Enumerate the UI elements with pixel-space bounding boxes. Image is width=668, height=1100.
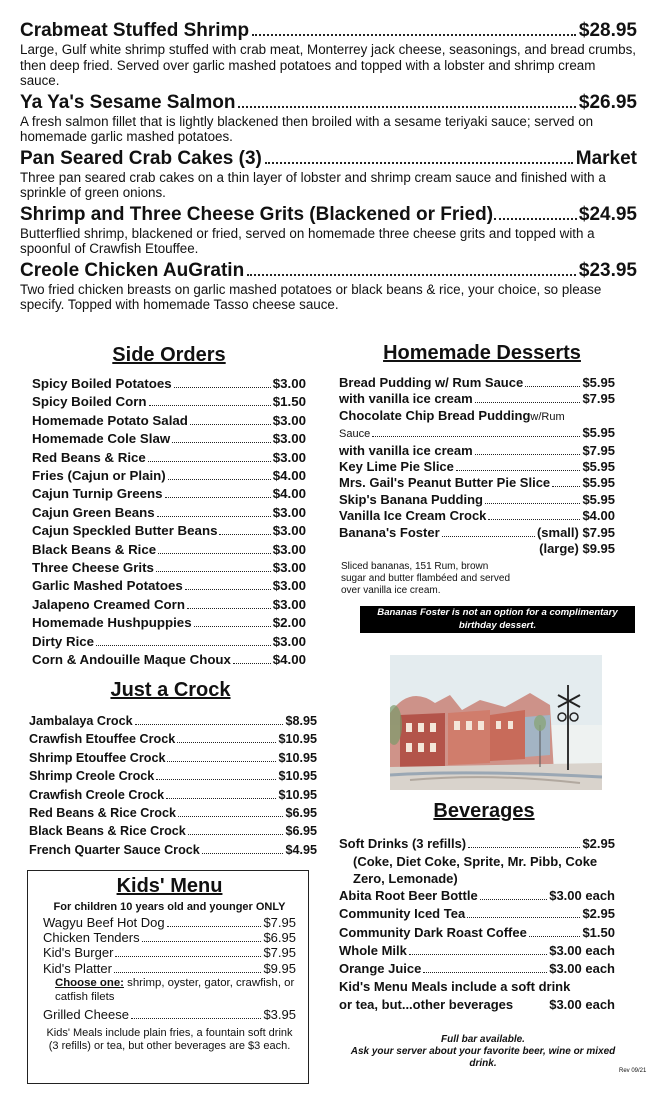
menu-item (339, 924, 615, 942)
entree-description: Large, Gulf white shrimp stuffed with crab meat, Monterrey jack cheese, seasonings, and bread crumbs, then deep fried. Served over garlic mashed potatoes and topped with a lobster and shrimp cream sauce. (20, 42, 637, 88)
item-price: $9.95 (263, 960, 296, 976)
item-name: Spicy Boiled Corn (32, 394, 147, 410)
item-price: $3.00 (272, 449, 306, 465)
full-bar-note (338, 1034, 628, 1070)
crock-list (29, 712, 317, 859)
item-price: $3.00 (272, 523, 306, 539)
kids-choose-note (43, 976, 296, 1004)
item-price: $3.00 each (549, 961, 615, 977)
entree-item (20, 148, 637, 201)
menu-item (339, 835, 615, 853)
kids-menu-subtitle: For children 10 years old and younger ONLY (53, 901, 286, 913)
item-price: (small) $7.95 (536, 524, 615, 540)
item-price: $3.00 (272, 504, 306, 520)
item-name: Cajun Green Beans (32, 504, 155, 520)
menu-item (43, 961, 296, 976)
item-price: $1.50 (582, 924, 615, 940)
item-name: Shrimp Creole Crock (29, 769, 155, 784)
item-name: Whole Milk (339, 942, 407, 958)
street-scene-illustration (390, 655, 602, 790)
item-name: Chocolate Chip Bread Pudding (339, 407, 531, 423)
menu-item (29, 767, 317, 785)
item-name: Fries (Cajun or Plain) (32, 468, 166, 484)
entree-price: $26.95 (578, 91, 637, 113)
item-name: Community Dark Roast Coffee (339, 924, 527, 940)
entree-item (20, 204, 637, 257)
menu-item (32, 393, 306, 411)
desserts-section (339, 342, 615, 597)
item-price: $3.95 (263, 1006, 296, 1022)
item-price: $3.00 (272, 560, 306, 576)
item-price: $7.95 (263, 945, 296, 961)
choose-text: shrimp, oyster, gator, crawfish, or catfish filets (55, 976, 295, 1003)
menu-item (32, 522, 306, 540)
item-price: $4.95 (285, 842, 317, 857)
bananas-foster-notice: Bananas Foster is not an option for a complimentary birthday dessert. (360, 606, 635, 633)
item-name: Banana's Foster (339, 524, 440, 540)
item-price: $3.00 (272, 633, 306, 649)
menu-item (29, 712, 317, 730)
entree-description: Butterflied shrimp, blackened or fried, served on homemade three cheese grits and topped with a spoonful of Crawfish Etouffee. (20, 225, 595, 256)
side-orders-heading: Side Orders (112, 344, 226, 366)
item-price: $6.95 (285, 806, 317, 821)
item-price: $3.00 each (549, 888, 615, 904)
item-name: Soft Drinks (3 refills) (339, 836, 467, 851)
menu-item (339, 525, 615, 541)
full-bar-line: Full bar available. (441, 1034, 525, 1045)
item-name: Corn & Andouille Maque Choux (32, 652, 231, 668)
menu-item (339, 960, 615, 978)
item-name: Black Beans & Rice (32, 541, 157, 557)
menu-item (339, 492, 615, 508)
kids-beverage-note (339, 996, 615, 1014)
entree-name: Creole Chicken AuGratin (20, 259, 245, 281)
entree-description: A fresh salmon fillet that is lightly blackened then broiled with a sesame teriyaki sauce; served on homemade garlic mashed potatoes. (20, 113, 594, 144)
entree-list (20, 20, 637, 316)
item-price: $5.95 (582, 425, 615, 441)
entree-description: Two fried chicken breasts on garlic mashed potatoes or black beans & rice, your choice, so please specify. Topped with homemade Tasso cheese sauce. (20, 281, 602, 312)
item-name: Jalapeno Creamed Corn (32, 596, 185, 612)
desserts-heading: Homemade Desserts (383, 342, 581, 364)
item-price: $8.95 (285, 714, 317, 728)
menu-item (32, 375, 306, 393)
item-name: Skip's Banana Pudding (339, 491, 483, 507)
item-name: Spicy Boiled Potatoes (32, 376, 172, 391)
item-name: Orange Juice (339, 961, 422, 977)
beverage-ask-line: Ask your server about your favorite beer, wine or mixed drink. (350, 1046, 616, 1069)
beverage-list (339, 887, 615, 978)
entree-name: Crabmeat Stuffed Shrimp (20, 20, 250, 41)
menu-item (339, 459, 615, 475)
item-name: Cajun Turnip Greens (32, 486, 163, 502)
item-name: Jambalaya Crock (29, 714, 133, 728)
menu-item (29, 786, 317, 804)
menu-item (339, 905, 615, 923)
menu-item (29, 841, 317, 859)
menu-item (32, 485, 306, 503)
item-name: Cajun Speckled Butter Beans (32, 523, 218, 539)
menu-item (32, 633, 306, 651)
item-price: $3.00 (272, 412, 306, 428)
item-name: Bread Pudding w/ Rum Sauce (339, 375, 524, 390)
item-name: Red Beans & Rice (32, 449, 146, 465)
item-price: $6.95 (263, 930, 296, 946)
item-name: Kid's Burger (43, 945, 114, 961)
item-name: Dirty Rice (32, 633, 95, 649)
menu-item (339, 443, 615, 459)
entree-name: Shrimp and Three Cheese Grits (Blackened or Fried) (20, 203, 494, 225)
item-name: Key Lime Pie Slice (339, 459, 454, 475)
item-price: $3.00 (272, 376, 306, 391)
item-name: Community Iced Tea (339, 906, 466, 922)
entree-item (20, 260, 637, 313)
item-price: (large) $9.95 (539, 541, 615, 557)
menu-item (339, 541, 615, 557)
item-price: $2.95 (582, 906, 615, 922)
note-line: Kid's Menu Meals include a soft drink (339, 979, 571, 995)
menu-item (339, 425, 615, 442)
item-price: $10.95 (278, 732, 317, 747)
menu-item (339, 887, 615, 905)
kids-meal-note: Kids' Meals include plain fries, a fountain soft drink (3 refills) or tea, but other beverages are $3 each. (46, 1027, 293, 1053)
entree-price: Market (575, 147, 637, 169)
note-line: or tea, but...other beverages (339, 997, 514, 1013)
item-name: Abita Root Beer Bottle (339, 888, 478, 904)
crock-section (29, 679, 317, 859)
menu-item (32, 467, 306, 485)
menu-item (29, 804, 317, 822)
item-name: Homemade Cole Slaw (32, 431, 171, 447)
menu-item (29, 749, 317, 767)
item-price: $4.00 (272, 486, 306, 502)
menu-item (32, 614, 306, 632)
menu-item (32, 651, 306, 669)
item-price: $4.00 (272, 652, 306, 668)
menu-item (32, 412, 306, 430)
item-name: with vanilla ice cream (339, 391, 473, 407)
soft-drink-options: (Coke, Diet Coke, Sprite, Mr. Pibb, Coke Zero, Lemonade) (353, 854, 598, 887)
item-price: $5.95 (582, 459, 615, 475)
menu-item (32, 577, 306, 595)
item-price: $3.00 (272, 431, 306, 447)
menu-item (339, 375, 615, 391)
item-name: Crawfish Etouffee Crock (29, 732, 176, 747)
menu-item (43, 915, 296, 930)
entree-price: $28.95 (578, 20, 637, 41)
menu-item (32, 449, 306, 467)
entree-item (20, 20, 637, 89)
kids-list (43, 915, 296, 976)
crock-heading: Just a Crock (110, 679, 231, 701)
item-name: French Quarter Sauce Crock (29, 842, 200, 857)
menu-item (32, 504, 306, 522)
item-price: $5.95 (582, 491, 615, 507)
item-price: $7.95 (263, 915, 296, 930)
menu-item (339, 942, 615, 960)
menu-item (32, 430, 306, 448)
entree-description: Three pan seared crab cakes on a thin layer of lobster and shrimp cream sauce and finished with a sprinkle of green onions. (20, 169, 606, 200)
item-name: Black Beans & Rice Crock (29, 824, 186, 839)
menu-item (339, 475, 615, 491)
item-price: $7.95 (582, 391, 615, 407)
menu-item (32, 596, 306, 614)
item-price: $6.95 (285, 824, 317, 839)
item-price: $2.00 (272, 615, 306, 631)
revision-label: Rev 09/21 (619, 1068, 647, 1074)
item-price: $4.00 (272, 468, 306, 484)
entree-name: Ya Ya's Sesame Salmon (20, 91, 236, 113)
bananas-foster-note: Sliced bananas, 151 Rum, brown sugar and butter flambéed and served over vanilla ice cream. (341, 561, 510, 597)
entree-price: $24.95 (578, 203, 637, 225)
kids-beverage-note (339, 978, 615, 996)
item-price: $2.95 (582, 836, 615, 851)
menu-item (339, 508, 615, 524)
side-orders-list (32, 375, 306, 670)
menu-item (29, 822, 317, 840)
item-price: $7.95 (582, 442, 615, 458)
item-name: Vanilla Ice Cream Crock (339, 508, 487, 524)
entree-name: Pan Seared Crab Cakes (3) (20, 147, 262, 169)
item-price: $5.95 (582, 375, 615, 390)
item-price: $5.95 (582, 475, 615, 491)
item-price: $3.00 (272, 578, 306, 594)
item-name: Wagyu Beef Hot Dog (43, 915, 165, 930)
item-name: Three Cheese Grits (32, 560, 154, 576)
menu-item (29, 730, 317, 748)
item-name: Red Beans & Rice Crock (29, 806, 176, 821)
menu-item (32, 541, 306, 559)
item-price: $3.00 (272, 541, 306, 557)
item-name: Shrimp Etouffee Crock (29, 750, 166, 765)
item-name: Chicken Tenders (43, 930, 140, 946)
menu-item (43, 930, 296, 945)
item-price: $10.95 (278, 769, 317, 784)
item-name: Grilled Cheese (43, 1006, 129, 1022)
item-price: $1.50 (272, 394, 306, 410)
menu-item (339, 391, 615, 407)
beverages-heading: Beverages (433, 800, 535, 822)
item-name: Crawfish Creole Crock (29, 787, 165, 802)
beverages-section (339, 800, 615, 1015)
menu-item (32, 559, 306, 577)
item-name-suffix: w/Rum (530, 410, 565, 423)
item-name: Sauce (339, 428, 371, 441)
item-price: $10.95 (278, 750, 317, 765)
side-orders-section (32, 344, 306, 670)
item-price: $3.00 each (549, 997, 615, 1013)
entree-item (20, 92, 637, 145)
menu-item (339, 408, 615, 425)
item-name: Homemade Hushpuppies (32, 615, 192, 631)
item-price: $10.95 (278, 787, 317, 802)
entree-price: $23.95 (578, 259, 637, 281)
item-price: $3.00 (272, 596, 306, 612)
menu-item (43, 945, 296, 960)
kids-menu-box (27, 870, 309, 1084)
item-name: Homemade Potato Salad (32, 412, 188, 428)
menu-item (43, 1007, 296, 1022)
item-name: Mrs. Gail's Peanut Butter Pie Slice (339, 475, 551, 491)
item-name: Kid's Platter (43, 960, 112, 976)
kids-menu-heading: Kids' Menu (116, 875, 223, 897)
item-name: Garlic Mashed Potatoes (32, 578, 183, 594)
choose-label: Choose one: (55, 976, 124, 989)
item-price: $3.00 each (549, 942, 615, 958)
item-price: $4.00 (582, 508, 615, 524)
item-name: with vanilla ice cream (339, 442, 473, 458)
